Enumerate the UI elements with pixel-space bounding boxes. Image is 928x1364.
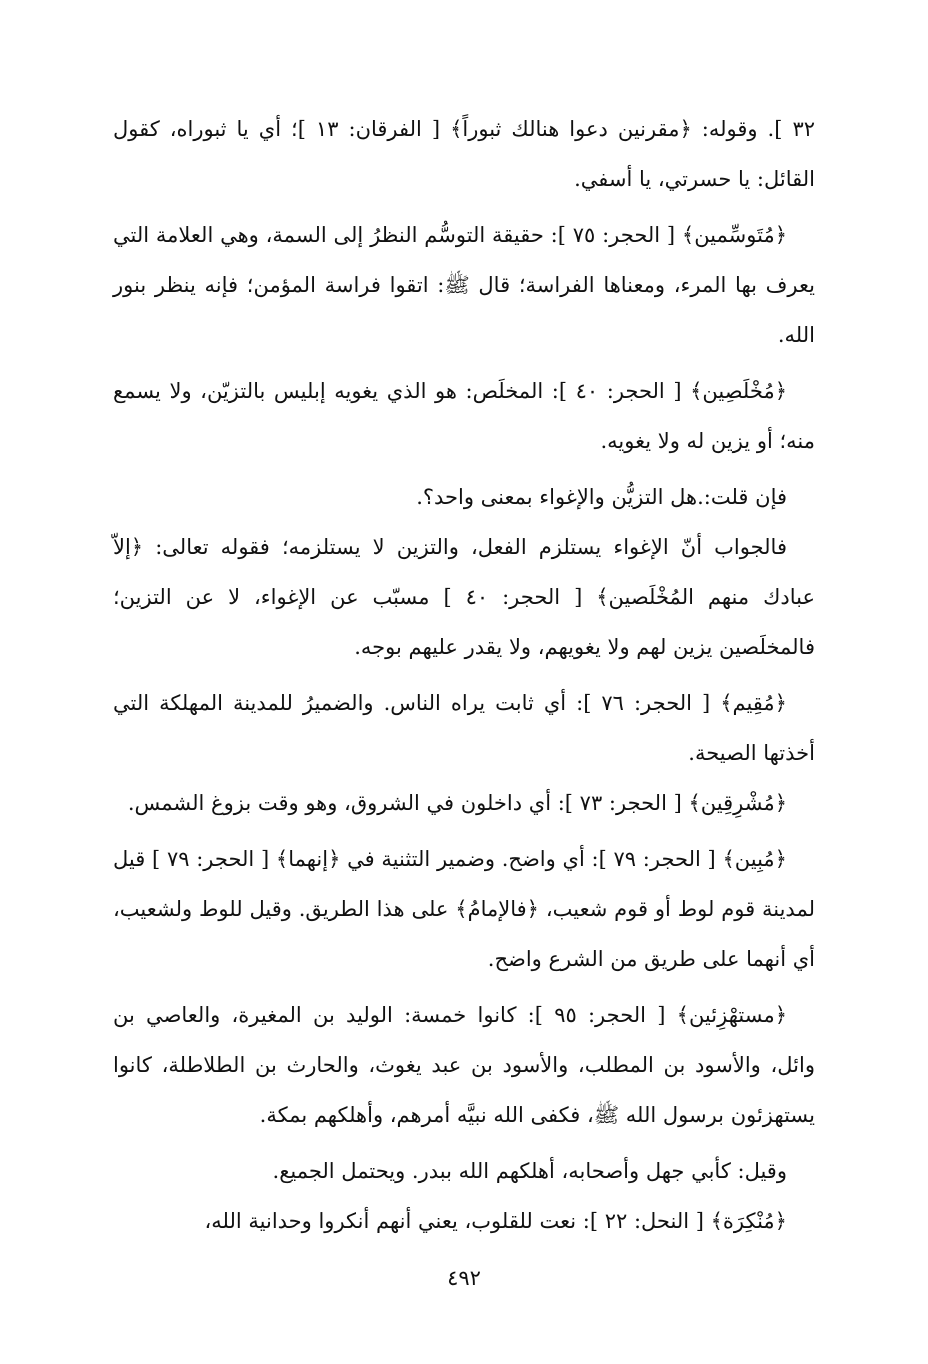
text-column [113,104,815,1252]
paragraph-9: ﴿مستهْزِئين﴾ [ الحجر: ٩٥ ]: كانوا خمسة: الوليد بن المغيرة، والعاصي بن وائل، والأسود بن المطلب، والأسود بن عبد يغوث، والحارث بن الطلاطلة، كانوا يستهزئون برسول الله ﷺ، فكفى الله نبيَّه أمرهم، وأهلكهم بمكة. [113,1003,815,1127]
paragraph-1: ٣٢ ]. وقوله: ﴿مقرنين دعوا هنالك ثبوراً﴾ [ الفرقان: ١٣ ]؛ أي يا ثبوراه، كقول القائل: يا حسرتي، يا أسفي. [113,117,815,191]
paragraph-10: وقيل: كأبي جهل وأصحابه، أهلكهم الله ببدر. ويحتمل الجميع. [272,1159,787,1183]
paragraph-6: ﴿مُقِيم﴾ [ الحجر: ٧٦ ]: أي ثابت يراه الناس. والضميرُ للمدينة المهلكة التي أخذتها الصيحة. [113,691,815,765]
paragraph-7: ﴿مُشْرِقِين﴾ [ الحجر: ٧٣ ]: أي داخلون في الشروق، وهو وقت بزوغ الشمس. [127,791,787,815]
paragraph-5: فالجواب أنّ الإغواء يستلزم الفعل، والتزين لا يستلزمه؛ فقوله تعالى: ﴿إلاّ عبادك منهم المُخْلَصين﴾ [ الحجر: ٤٠ ] مسبّب عن الإغواء، لا عن التزين؛ فالمخلَصين يزين لهم ولا يغويهم، ولا يقدر عليهم بوجه. [113,535,815,659]
page-number: ٤٩٢ [447,1266,481,1290]
paragraph-3: ﴿مُخْلَصِين﴾ [ الحجر: ٤٠ ]: المخلَص: هو الذي يغويه إبليس بالتزيّن، ولا يسمع منه؛ أو يزين له ولا يغويه. [113,379,815,453]
paragraph-2: ﴿مُتَوسِّمين﴾ [ الحجر: ٧٥ ]: حقيقة التوسُّم النظرُ إلى السمة، وهي العلامة التي يعرف بها المرء، ومعناها الفراسة؛ قال ﷺ: اتقوا فراسة المؤمن؛ فإنه ينظر بنور الله. [113,223,815,347]
paragraph-4: فإن قلت:.هل التزيُّن والإغواء بمعنى واحد؟. [416,485,787,509]
paragraph-8: ﴿مُبِين﴾ [ الحجر: ٧٩ ]: أي واضح. وضمير التثنية في ﴿إنهما﴾ [ الحجر: ٧٩ ] قيل لمدينة قوم لوط أو قوم شعيب، ﴿فالإمامُ﴾ على هذا الطريق. وقيل للوط ولشعيب، أي أنهما على طريق من الشرع واضح. [113,847,815,971]
paragraph-11: ﴿مُنْكِرَة﴾ [ النحل: ٢٢ ]: نعت للقلوب، يعني أنهم أنكروا وحدانية الله، [204,1209,787,1233]
